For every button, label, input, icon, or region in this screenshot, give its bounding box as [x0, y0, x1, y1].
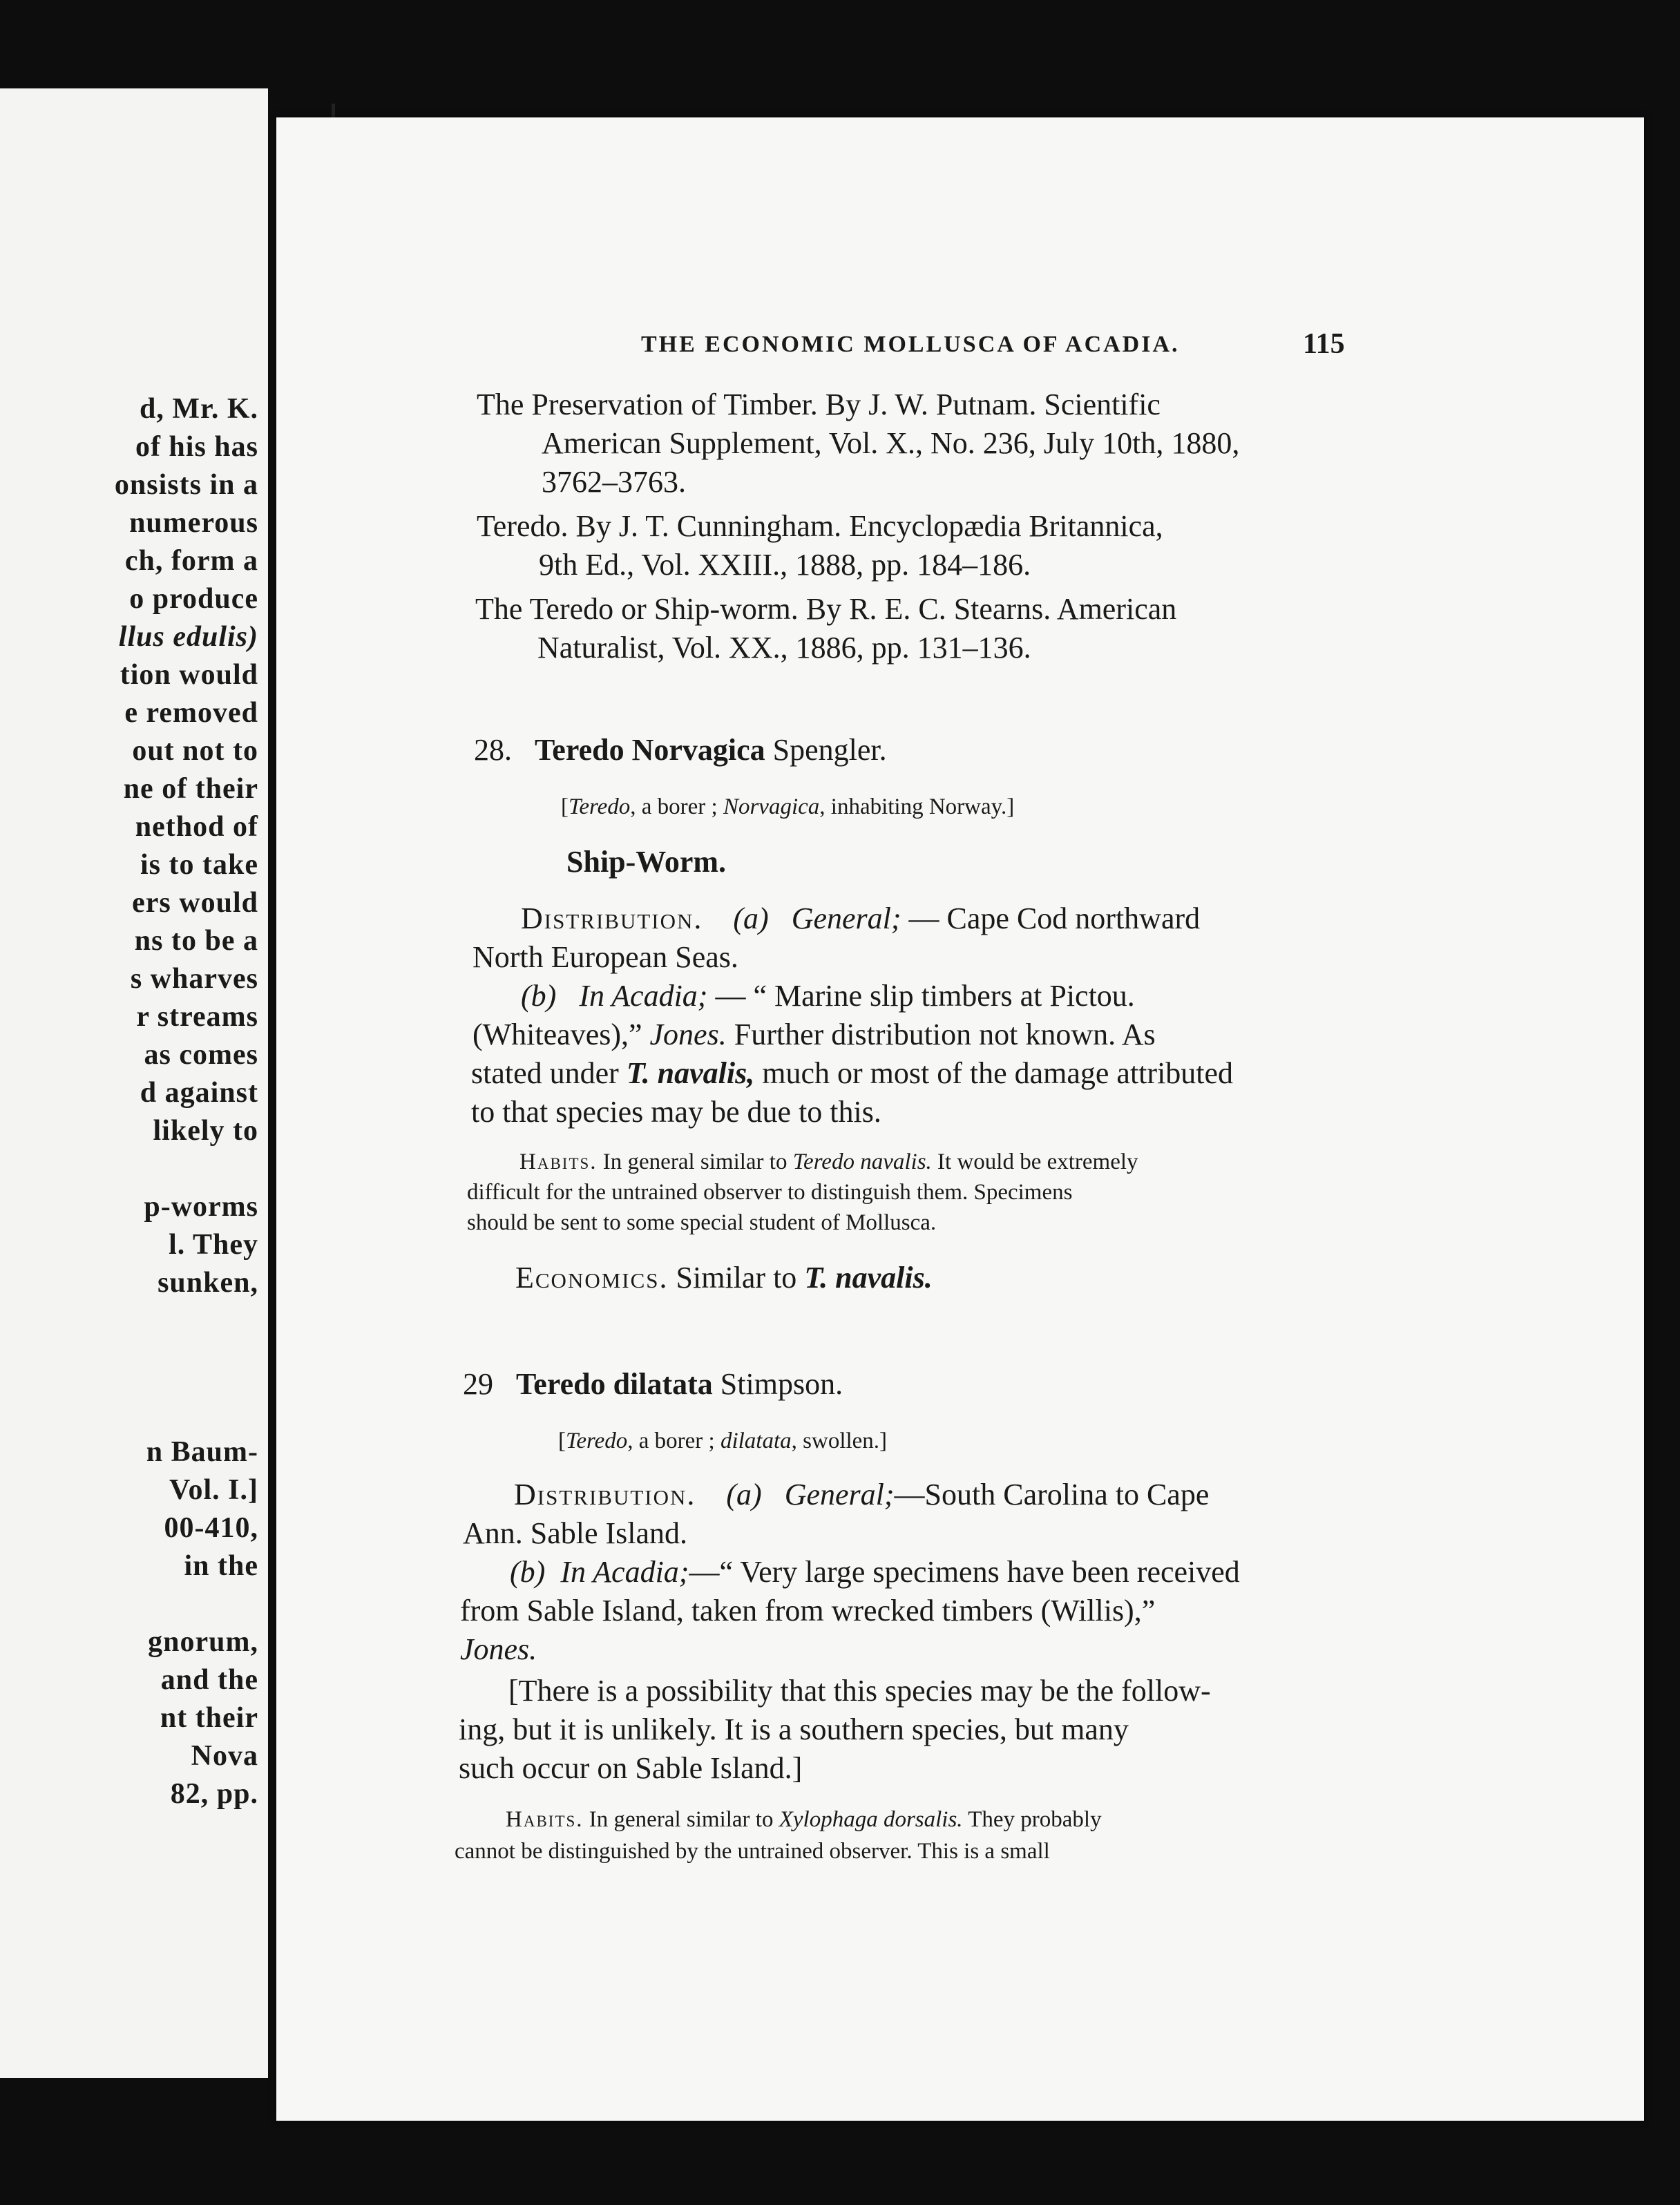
etymology-part: dilatata [720, 1429, 792, 1453]
dist-acadia: In Acadia; [579, 979, 708, 1013]
habits-label: Habits. [506, 1807, 584, 1832]
left-line: s wharves [130, 963, 258, 995]
left-line: ers would [132, 887, 258, 919]
dist-general: General; [784, 1478, 895, 1511]
left-line: ch, form a [124, 545, 258, 577]
dist-text: stated under [471, 1056, 627, 1090]
species-author: Spengler. [772, 733, 887, 767]
left-line: nt their [160, 1702, 258, 1734]
etymology-part: [ [561, 794, 569, 819]
dist-text: (Whiteaves),” [472, 1018, 650, 1051]
species-number: 28. [474, 733, 512, 767]
species-name: Teredo Norvagica [535, 733, 765, 767]
left-line: ne of their [123, 773, 258, 805]
dist-text: —“ Very large specimens have been received [689, 1555, 1240, 1589]
dist-general: General; [791, 901, 901, 935]
species-28-heading [474, 732, 887, 767]
left-line: e removed [124, 697, 258, 729]
dist-text: — “ Marine slip timbers at Pictou. [707, 979, 1135, 1013]
species-28-common-name: Ship-Worm. [566, 845, 727, 879]
left-line: numerous [129, 507, 258, 539]
book-page [276, 117, 1644, 2121]
distribution-label: Distribution. [521, 901, 703, 935]
left-line: p-worms [144, 1191, 258, 1223]
left-line: o produce [129, 583, 258, 615]
dist-text: —South Carolina to Cape [894, 1478, 1210, 1511]
left-line: l. They [169, 1229, 258, 1261]
species-name: Teredo dilatata [516, 1367, 713, 1401]
species-29-distribution-b [510, 1554, 1240, 1590]
left-line: n Baum- [146, 1436, 258, 1468]
habits-text: It would be extremely [931, 1149, 1138, 1174]
left-line: d, Mr. K. [140, 393, 258, 425]
reference-1-line-2: American Supplement, Vol. X., No. 236, July 10th, 1880, [542, 426, 1240, 460]
dist-jones: Jones. [649, 1018, 727, 1051]
species-29-distribution-b-line-3 [460, 1632, 537, 1667]
species-28-habits-line-1 [519, 1149, 1138, 1175]
species-29-habits-line-2: cannot be distinguished by the untrained observer. This is a small [455, 1839, 1050, 1864]
left-line: Nova [191, 1740, 258, 1772]
etymology-part: [ [558, 1429, 566, 1453]
left-line: nethod of [135, 811, 258, 843]
habits-italic: Xylophaga dorsalis. [779, 1807, 963, 1832]
reference-3-line-1: The Teredo or Ship-worm. By R. E. C. Stearns. American [475, 592, 1177, 626]
left-line: Vol. I.] [169, 1474, 258, 1506]
left-line: sunken, [158, 1267, 258, 1299]
left-line: gnorum, [148, 1626, 258, 1658]
etymology-part: , a borer ; [627, 1429, 720, 1453]
species-29-distribution-a-line-2: Ann. Sable Island. [463, 1516, 688, 1550]
species-28-habits-line-3: should be sent to some special student of Mollusca. [467, 1210, 937, 1235]
species-29-note-line-1: [There is a possibility that this species may be the follow- [508, 1674, 1211, 1708]
species-28-distribution-b-line-3 [471, 1056, 1233, 1091]
habits-text: In general similar to [583, 1807, 779, 1832]
species-29-habits-line-1 [506, 1807, 1102, 1833]
etymology-part: , inhabiting Norway.] [819, 794, 1015, 819]
etymology-part: , swollen.] [791, 1429, 888, 1453]
species-29-note-line-3: such occur on Sable Island.] [459, 1751, 803, 1785]
distribution-label: Distribution. [514, 1478, 696, 1511]
species-number: 29 [463, 1367, 493, 1401]
species-28-distribution-a-line-2: North European Seas. [472, 940, 738, 974]
dist-label: (b) [521, 979, 557, 1013]
page-number: 115 [1303, 328, 1345, 360]
economics-text: Similar to [668, 1261, 805, 1295]
etymology-part: Teredo [566, 1429, 628, 1453]
economics-italic: T. navalis. [804, 1261, 933, 1295]
species-29-note-line-2: ing, but it is unlikely. It is a southern species, but many [459, 1712, 1129, 1746]
left-line: onsists in a [114, 469, 258, 501]
reference-1-line-1: The Preservation of Timber. By J. W. Putnam. Scientific [477, 388, 1161, 421]
left-line: in the [184, 1550, 258, 1582]
left-line: likely to [153, 1115, 258, 1147]
reference-2-line-1: Teredo. By J. T. Cunningham. Encyclopædia Britannica, [477, 509, 1163, 543]
species-author: Stimpson. [720, 1367, 843, 1401]
habits-text: In general similar to [597, 1149, 793, 1174]
species-28-economics [515, 1260, 933, 1295]
species-29-distribution-a [514, 1477, 1209, 1512]
species-28-habits-line-2: difficult for the untrained observer to distinguish them. Specimens [467, 1180, 1073, 1205]
reference-3-line-2: Naturalist, Vol. XX., 1886, pp. 131–136. [537, 631, 1031, 665]
left-line: d against [140, 1077, 258, 1109]
dist-label: (a) [733, 901, 769, 935]
economics-label: Economics. [515, 1261, 669, 1295]
etymology-part: , a borer ; [630, 794, 723, 819]
species-28-distribution-a [521, 901, 1200, 936]
left-line: tion would [120, 659, 258, 691]
running-header: THE ECONOMIC MOLLUSCA OF ACADIA. [641, 332, 1180, 357]
species-28-etymology [561, 794, 1014, 820]
dist-text: — Cape Cod northward [901, 901, 1201, 935]
reference-2-line-2: 9th Ed., Vol. XXIII., 1888, pp. 184–186. [539, 548, 1031, 582]
dist-label: (a) [726, 1478, 762, 1511]
dist-text: much or most of the damage attributed [754, 1056, 1234, 1090]
dist-label: (b) [510, 1555, 546, 1589]
etymology-part: Norvagica [723, 794, 820, 819]
left-line: ns to be a [134, 925, 258, 957]
reference-1-line-3: 3762–3763. [542, 465, 686, 499]
species-29-distribution-b-line-2: from Sable Island, taken from wrecked timbers (Willis),” [460, 1594, 1156, 1628]
dist-jones: Jones. [460, 1632, 537, 1666]
left-line: llus edulis) [118, 621, 258, 653]
species-29-etymology [558, 1429, 887, 1454]
etymology-part: Teredo [569, 794, 631, 819]
dist-text: Further distribution not known. As [726, 1018, 1156, 1051]
previous-page-fragment [0, 88, 268, 2078]
left-line: and the [160, 1664, 258, 1696]
species-28-distribution-b [521, 978, 1135, 1013]
left-line: 82, pp. [170, 1778, 258, 1810]
left-line: 00-410, [164, 1512, 258, 1544]
habits-label: Habits. [519, 1149, 598, 1174]
habits-text: They probably [962, 1807, 1102, 1832]
left-line: out not to [132, 735, 258, 767]
left-line: of his has [135, 431, 258, 463]
species-29-heading [463, 1366, 843, 1402]
left-line: is to take [140, 849, 258, 881]
habits-italic: Teredo navalis. [792, 1149, 932, 1174]
dist-navalis: T. navalis, [626, 1056, 755, 1090]
species-28-distribution-b-line-4: to that species may be due to this. [471, 1095, 881, 1129]
species-28-distribution-b-line-2 [472, 1017, 1156, 1052]
left-line: r streams [136, 1001, 258, 1033]
dist-acadia: In Acadia; [560, 1555, 689, 1589]
left-line: as comes [144, 1039, 258, 1071]
